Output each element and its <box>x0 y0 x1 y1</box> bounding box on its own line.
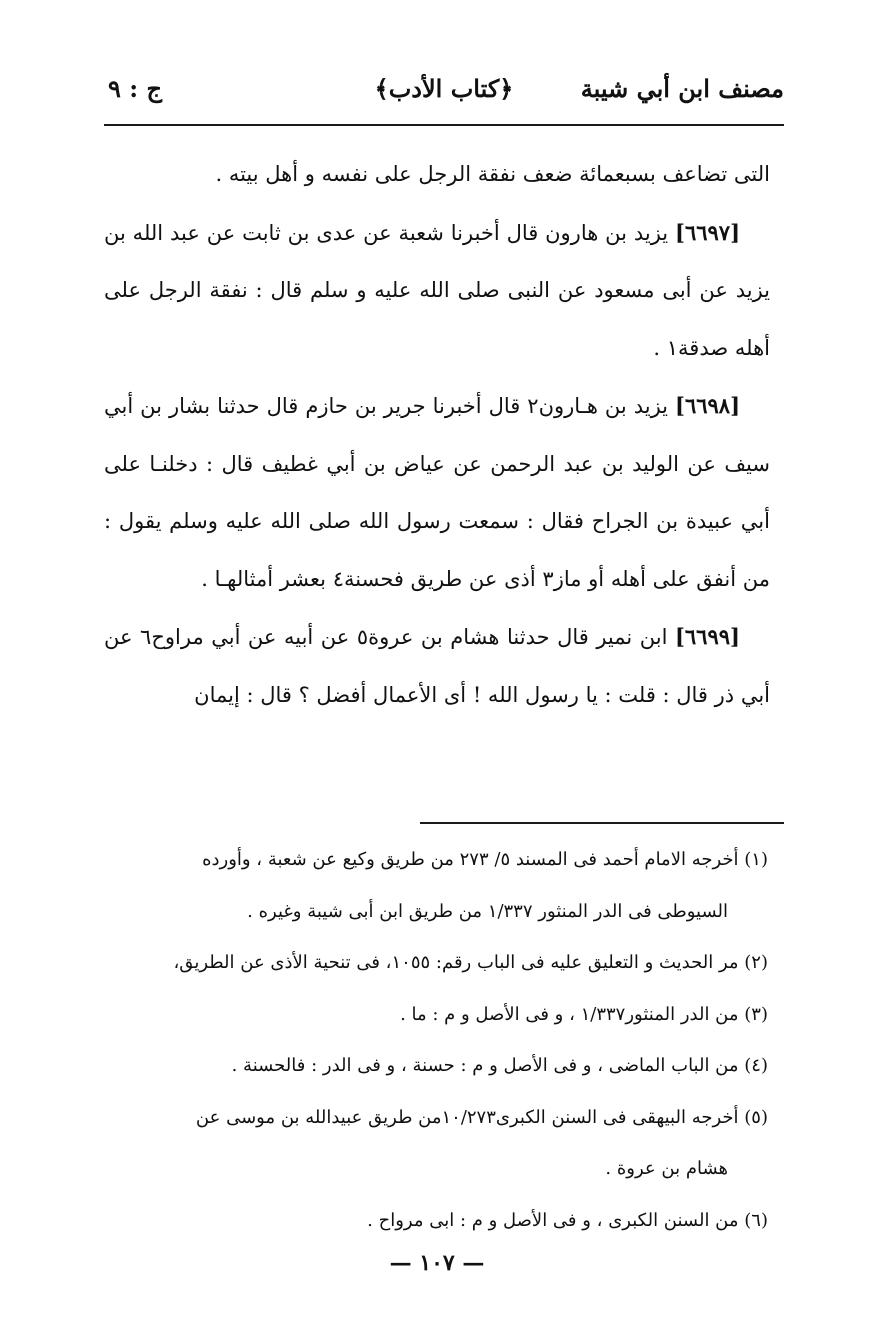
main-text <box>104 146 770 724</box>
chapter-title: ﴿كتاب الأدب﴾ <box>374 74 514 103</box>
book-title: مصنف ابن أبي شيبة <box>580 74 784 103</box>
footnotes-divider <box>420 822 784 824</box>
footnote <box>104 1195 768 1247</box>
hadith-text: ابن نمير قال حدثنا هشام بن عروة٥ عن أبيه عن أبي مراوح٦ عن أبي ذر قال : قلت : يا رسول الله ! أى الأعمال أفضل ؟ قال : إيمان <box>104 625 770 707</box>
hadith-paragraph <box>104 608 770 724</box>
footnote-text: السيوطى فى الدر المنثور ١/٣٣٧ من طريق ابن أبى شيبة وغيره . <box>247 900 728 922</box>
footnote-marker: (٣) <box>744 1003 768 1025</box>
footnote-continuation <box>104 886 768 938</box>
footnote-text: من الدر المنثور١/٣٣٧ ، و فى الأصل و م : ما . <box>400 1003 739 1025</box>
footnote-marker: (٥) <box>744 1106 768 1128</box>
footnote <box>104 834 768 886</box>
hadith-text: يزيد بن هـارون٢ قال أخبرنا جرير بن حازم قال حدثنا بشار بن أبي سيف عن الوليد بن عبد الرحمن عن عياض بن أبي غطيف قال : دخلنـا على أبي عبيدة بن الجراح فقال : سمعت رسول الله صلى الله عليه وسلم يقول : من أنفق على أهله أو ماز٣ أذى عن طريق فحسنة٤ بعشر أمثالهـا . <box>104 394 770 591</box>
footnotes <box>104 834 768 1246</box>
footnote-marker: (٢) <box>744 952 768 973</box>
hadith-text: يزيد بن هارون قال أخبرنا شعبة عن عدى بن ثابت عن عبد الله بن يزيد عن أبى مسعود عن النبى صلى الله عليه و سلم قال : نفقة الرجل على أهله صدقة١ . <box>104 220 770 360</box>
footnote-continuation <box>104 1143 768 1195</box>
page-header <box>104 74 784 120</box>
footnote-marker: (٦) <box>744 1209 768 1231</box>
page-number: — ١٠٧ — <box>389 1250 485 1276</box>
volume-number: ج : ٩ <box>108 74 162 103</box>
footnote <box>104 989 768 1041</box>
footnote <box>104 1040 768 1092</box>
hadith-number: [٦٦٩٧] <box>675 219 740 245</box>
hadith-paragraph <box>104 204 770 378</box>
footnote-marker: (١) <box>744 849 768 870</box>
hadith-paragraph <box>104 377 770 608</box>
footnote-text: أخرجه البيهقى فى السنن الكبرى١٠/٢٧٣من طريق عبيدالله بن موسى عن <box>195 1106 739 1128</box>
footnote-text: من الباب الماضى ، و فى الأصل و م : حسنة ، و فى الدر : فالحسنة . <box>231 1055 739 1076</box>
footnote-marker: (٤) <box>744 1055 768 1076</box>
footnote-text: من السنن الكبرى ، و فى الأصل و م : ابى مرواح . <box>367 1209 739 1231</box>
hadith-number: [٦٦٩٨] <box>675 393 740 418</box>
continuation-text: التى تضاعف بسبعمائة ضعف نفقة الرجل على نفسه و أهل بيته . <box>215 162 770 186</box>
hadith-number: [٦٦٩٩] <box>674 624 740 649</box>
footnote <box>104 937 768 989</box>
footnote-text: مر الحديث و التعليق عليه فى الباب رقم: ١٠٥٥، فى تنحية الأذى عن الطريق، <box>173 952 739 973</box>
footnote <box>104 1092 768 1144</box>
footnote-text: هشام بن عروة . <box>605 1158 728 1179</box>
footnote-text: أخرجه الامام أحمد فى المسند ٥/ ٢٧٣ من طريق وكيع عن شعبة ، وأورده <box>202 849 739 870</box>
header-divider <box>104 124 784 126</box>
